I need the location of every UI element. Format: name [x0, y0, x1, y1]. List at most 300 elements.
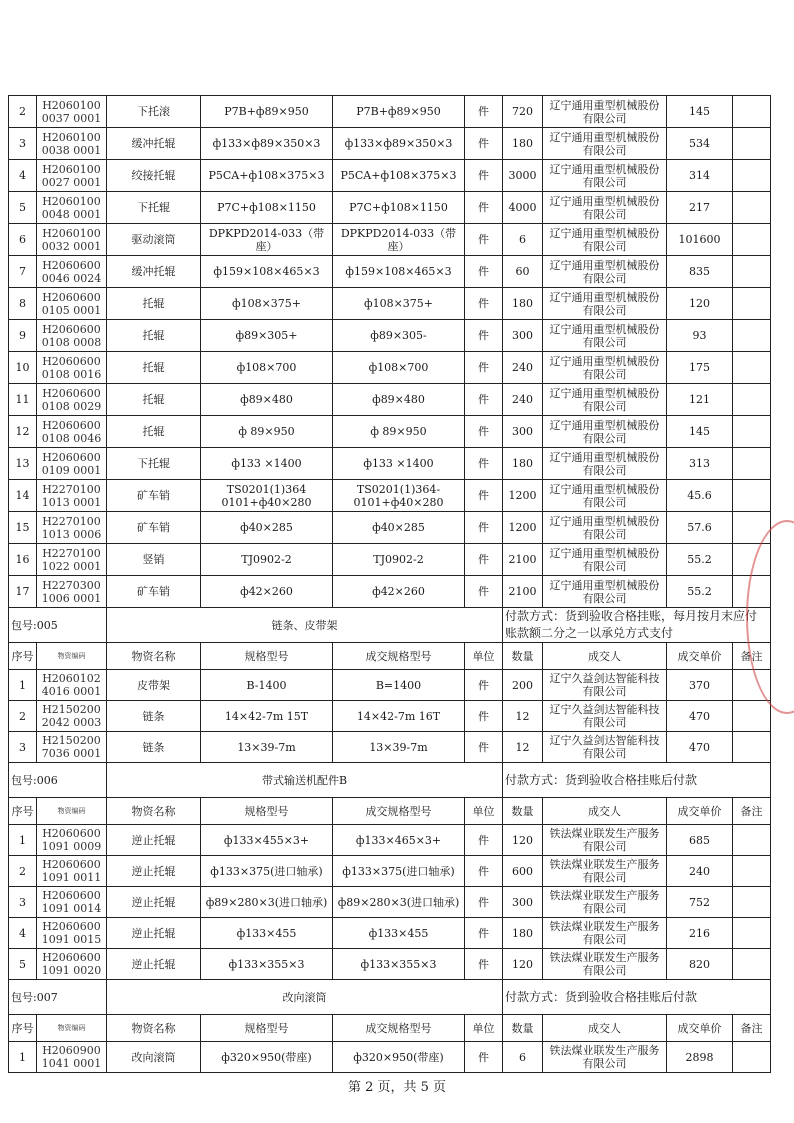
row-spec: P5CA+ф108×375×3 — [201, 160, 333, 192]
row-seq: 5 — [9, 949, 37, 980]
row-price: 240 — [667, 856, 733, 887]
table-row — [9, 732, 771, 763]
row-note — [733, 416, 771, 448]
row-vendor: 铁法煤业联发生产服务有限公司 — [543, 1042, 667, 1073]
row-material-name: 托辊 — [107, 352, 201, 384]
row-material-name: 皮带架 — [107, 670, 201, 701]
row-vendor: 辽宁通用重型机械股份有限公司 — [543, 512, 667, 544]
row-price: 835 — [667, 256, 733, 288]
row-deal-spec: ф108×700 — [333, 352, 465, 384]
row-material-code: H21502002042 0003 — [37, 701, 107, 732]
row-unit: 件 — [465, 96, 503, 128]
row-unit: 件 — [465, 160, 503, 192]
row-material-name: 竖销 — [107, 544, 201, 576]
row-deal-spec: 13×39-7m — [333, 732, 465, 763]
row-deal-spec: ф 89×950 — [333, 416, 465, 448]
row-qty: 6 — [503, 1042, 543, 1073]
table-row — [9, 1042, 771, 1073]
row-deal-spec: ф320×950(带座) — [333, 1042, 465, 1073]
row-spec: TS0201(1)364 0101+ф40×280 — [201, 480, 333, 512]
row-price: 175 — [667, 352, 733, 384]
page-footer: 第 2 页，共 5 页 — [347, 1080, 447, 1095]
row-deal-spec: P7B+ф89×950 — [333, 96, 465, 128]
table-row — [9, 128, 771, 160]
row-unit: 件 — [465, 544, 503, 576]
header-qty: 数量 — [503, 1015, 543, 1042]
row-deal-spec: ф89×305- — [333, 320, 465, 352]
row-spec: ф133×455×3+ — [201, 825, 333, 856]
header-spec: 规格型号 — [201, 1015, 333, 1042]
row-material-code: H20606000108 0008 — [37, 320, 107, 352]
row-spec: ф133×ф89×350×3 — [201, 128, 333, 160]
row-spec: ф89×280×3(进口轴承) — [201, 887, 333, 918]
row-unit: 件 — [465, 949, 503, 980]
row-qty: 300 — [503, 320, 543, 352]
row-seq: 14 — [9, 480, 37, 512]
row-spec: ф42×260 — [201, 576, 333, 608]
row-material-code: H20606001091 0009 — [37, 825, 107, 856]
row-qty: 200 — [503, 670, 543, 701]
row-unit: 件 — [465, 670, 503, 701]
row-spec: ф133×355×3 — [201, 949, 333, 980]
row-unit: 件 — [465, 701, 503, 732]
header-name: 物资名称 — [107, 1015, 201, 1042]
row-material-name: 逆止托辊 — [107, 918, 201, 949]
table-row — [9, 825, 771, 856]
row-deal-spec: ф89×280×3(进口轴承) — [333, 887, 465, 918]
header-price: 成交单价 — [667, 798, 733, 825]
row-spec: P7C+ф108×1150 — [201, 192, 333, 224]
row-deal-spec: ф133×375(进口轴承) — [333, 856, 465, 887]
header-spec: 规格型号 — [201, 798, 333, 825]
row-material-name: 托辊 — [107, 288, 201, 320]
row-vendor: 辽宁通用重型机械股份有限公司 — [543, 128, 667, 160]
row-price: 145 — [667, 416, 733, 448]
row-vendor: 辽宁通用重型机械股份有限公司 — [543, 576, 667, 608]
row-price: 55.2 — [667, 576, 733, 608]
header-code: 物资编码 — [37, 798, 107, 825]
header-row — [9, 1015, 771, 1042]
section-pkg006-rows — [9, 825, 771, 980]
row-qty: 120 — [503, 949, 543, 980]
row-qty: 2100 — [503, 576, 543, 608]
row-unit: 件 — [465, 1042, 503, 1073]
row-qty: 300 — [503, 416, 543, 448]
table-row — [9, 160, 771, 192]
row-unit: 件 — [465, 128, 503, 160]
row-unit: 件 — [465, 480, 503, 512]
row-material-code: H20606000108 0046 — [37, 416, 107, 448]
header-code: 物资编码 — [37, 1015, 107, 1042]
row-seq: 7 — [9, 256, 37, 288]
package-number: 包号:005 — [9, 608, 107, 643]
row-unit: 件 — [465, 224, 503, 256]
header-qty: 数量 — [503, 643, 543, 670]
row-note — [733, 320, 771, 352]
section-pkg007-rows — [9, 1042, 771, 1073]
row-vendor: 辽宁通用重型机械股份有限公司 — [543, 448, 667, 480]
header-note: 备注 — [733, 643, 771, 670]
header-deal-spec: 成交规格型号 — [333, 643, 465, 670]
row-deal-spec: TS0201(1)364-0101+ф40×280 — [333, 480, 465, 512]
row-unit: 件 — [465, 384, 503, 416]
row-deal-spec: ф133×455 — [333, 918, 465, 949]
row-vendor: 辽宁通用重型机械股份有限公司 — [543, 416, 667, 448]
row-material-code: H20601024016 0001 — [37, 670, 107, 701]
row-spec: 13×39-7m — [201, 732, 333, 763]
row-seq: 2 — [9, 701, 37, 732]
row-material-name: 逆止托辊 — [107, 825, 201, 856]
row-price: 55.2 — [667, 544, 733, 576]
header-price: 成交单价 — [667, 643, 733, 670]
row-spec: ф 89×950 — [201, 416, 333, 448]
row-note — [733, 480, 771, 512]
table-row — [9, 320, 771, 352]
header-deal-spec: 成交规格型号 — [333, 1015, 465, 1042]
row-qty: 240 — [503, 384, 543, 416]
row-qty: 6 — [503, 224, 543, 256]
row-spec: ф320×950(带座) — [201, 1042, 333, 1073]
row-vendor: 辽宁通用重型机械股份有限公司 — [543, 352, 667, 384]
row-vendor: 辽宁通用重型机械股份有限公司 — [543, 96, 667, 128]
row-unit: 件 — [465, 448, 503, 480]
table-row — [9, 887, 771, 918]
row-material-code: H20606001091 0015 — [37, 918, 107, 949]
row-vendor: 辽宁通用重型机械股份有限公司 — [543, 384, 667, 416]
row-material-code: H20601000037 0001 — [37, 96, 107, 128]
row-material-code: H21502007036 0001 — [37, 732, 107, 763]
row-material-code: H20601000032 0001 — [37, 224, 107, 256]
row-seq: 3 — [9, 732, 37, 763]
row-seq: 15 — [9, 512, 37, 544]
header-note: 备注 — [733, 798, 771, 825]
row-qty: 120 — [503, 825, 543, 856]
row-qty: 4000 — [503, 192, 543, 224]
row-spec: TJ0902-2 — [201, 544, 333, 576]
row-material-code: H20606000108 0029 — [37, 384, 107, 416]
row-seq: 8 — [9, 288, 37, 320]
table-row — [9, 918, 771, 949]
row-spec: ф108×700 — [201, 352, 333, 384]
row-unit: 件 — [465, 416, 503, 448]
row-material-name: 缓冲托辊 — [107, 128, 201, 160]
table-row — [9, 856, 771, 887]
row-seq: 1 — [9, 670, 37, 701]
header-qty: 数量 — [503, 798, 543, 825]
row-material-code: H20606000109 0001 — [37, 448, 107, 480]
row-price: 216 — [667, 918, 733, 949]
table-row — [9, 192, 771, 224]
row-price: 45.6 — [667, 480, 733, 512]
row-seq: 9 — [9, 320, 37, 352]
table-row — [9, 416, 771, 448]
row-material-code: H22701001022 0001 — [37, 544, 107, 576]
header-row — [9, 798, 771, 825]
row-material-name: 托辊 — [107, 416, 201, 448]
row-deal-spec: ф40×285 — [333, 512, 465, 544]
row-price: 217 — [667, 192, 733, 224]
table-row — [9, 448, 771, 480]
row-vendor: 辽宁通用重型机械股份有限公司 — [543, 224, 667, 256]
row-seq: 17 — [9, 576, 37, 608]
row-material-code: H20606001091 0020 — [37, 949, 107, 980]
row-deal-spec: ф89×480 — [333, 384, 465, 416]
row-material-name: 下托辊 — [107, 448, 201, 480]
row-unit: 件 — [465, 576, 503, 608]
row-price: 57.6 — [667, 512, 733, 544]
package-title: 链条、皮带架 — [107, 608, 503, 643]
row-material-name: 链条 — [107, 701, 201, 732]
row-deal-spec: ф133×465×3+ — [333, 825, 465, 856]
row-price: 101600 — [667, 224, 733, 256]
row-unit: 件 — [465, 256, 503, 288]
row-seq: 12 — [9, 416, 37, 448]
row-vendor: 铁法煤业联发生产服务有限公司 — [543, 887, 667, 918]
row-material-code: H20606000108 0016 — [37, 352, 107, 384]
row-qty: 180 — [503, 128, 543, 160]
row-qty: 180 — [503, 448, 543, 480]
package-title: 改向滚筒 — [107, 980, 503, 1015]
table-row — [9, 224, 771, 256]
section-pkg005 — [9, 608, 771, 670]
row-vendor: 辽宁通用重型机械股份有限公司 — [543, 192, 667, 224]
row-material-name: 逆止托辊 — [107, 949, 201, 980]
payment-terms: 付款方式：货到验收合格挂账后付款 — [503, 763, 771, 798]
row-vendor: 辽宁久益剑达智能科技有限公司 — [543, 732, 667, 763]
row-price: 370 — [667, 670, 733, 701]
row-material-name: 下托滚 — [107, 96, 201, 128]
row-unit: 件 — [465, 856, 503, 887]
row-note — [733, 256, 771, 288]
table-row — [9, 96, 771, 128]
table-row — [9, 384, 771, 416]
row-unit: 件 — [465, 352, 503, 384]
row-note — [733, 918, 771, 949]
row-price: 313 — [667, 448, 733, 480]
row-material-name: 逆止托辊 — [107, 887, 201, 918]
row-deal-spec: ф42×260 — [333, 576, 465, 608]
table-row — [9, 576, 771, 608]
row-note — [733, 384, 771, 416]
row-vendor: 辽宁通用重型机械股份有限公司 — [543, 544, 667, 576]
row-qty: 3000 — [503, 160, 543, 192]
row-material-code: H20606000105 0001 — [37, 288, 107, 320]
row-price: 2898 — [667, 1042, 733, 1073]
row-note — [733, 160, 771, 192]
row-qty: 720 — [503, 96, 543, 128]
row-note — [733, 732, 771, 763]
package-title: 带式输送机配件B — [107, 763, 503, 798]
row-material-name: 矿车销 — [107, 512, 201, 544]
row-material-name: 下托辊 — [107, 192, 201, 224]
row-deal-spec: ф133×ф89×350×3 — [333, 128, 465, 160]
row-vendor: 辽宁久益剑达智能科技有限公司 — [543, 670, 667, 701]
row-seq: 5 — [9, 192, 37, 224]
section-pkg007 — [9, 980, 771, 1042]
row-note — [733, 701, 771, 732]
row-seq: 10 — [9, 352, 37, 384]
row-material-name: 托辊 — [107, 384, 201, 416]
row-note — [733, 825, 771, 856]
row-material-code: H20601000038 0001 — [37, 128, 107, 160]
row-qty: 12 — [503, 732, 543, 763]
table-row — [9, 512, 771, 544]
table-row — [9, 480, 771, 512]
row-material-code: H20609001041 0001 — [37, 1042, 107, 1073]
row-material-code: H20601000027 0001 — [37, 160, 107, 192]
row-seq: 4 — [9, 918, 37, 949]
header-vendor: 成交人 — [543, 643, 667, 670]
row-qty: 600 — [503, 856, 543, 887]
row-deal-spec: ф159×108×465×3 — [333, 256, 465, 288]
row-spec: B-1400 — [201, 670, 333, 701]
row-note — [733, 887, 771, 918]
row-note — [733, 224, 771, 256]
row-material-name: 托辊 — [107, 320, 201, 352]
row-deal-spec: TJ0902-2 — [333, 544, 465, 576]
table-row — [9, 256, 771, 288]
row-deal-spec: B=1400 — [333, 670, 465, 701]
row-price: 534 — [667, 128, 733, 160]
section-pkg006 — [9, 763, 771, 825]
row-unit: 件 — [465, 192, 503, 224]
row-qty: 180 — [503, 918, 543, 949]
row-spec: 14×42-7m 15T — [201, 701, 333, 732]
header-name: 物资名称 — [107, 798, 201, 825]
row-spec: ф159×108×465×3 — [201, 256, 333, 288]
row-material-name: 链条 — [107, 732, 201, 763]
row-deal-spec: ф133 ×1400 — [333, 448, 465, 480]
row-seq: 11 — [9, 384, 37, 416]
row-note — [733, 949, 771, 980]
row-price: 470 — [667, 701, 733, 732]
row-vendor: 辽宁通用重型机械股份有限公司 — [543, 160, 667, 192]
header-vendor: 成交人 — [543, 798, 667, 825]
row-vendor: 辽宁通用重型机械股份有限公司 — [543, 256, 667, 288]
row-seq: 3 — [9, 887, 37, 918]
payment-terms: 付款方式：货到验收合格挂账，每月按月末应付账款额二分之一以承兑方式支付 — [503, 608, 771, 643]
table-row — [9, 701, 771, 732]
row-qty: 12 — [503, 701, 543, 732]
table-row — [9, 544, 771, 576]
row-price: 93 — [667, 320, 733, 352]
row-spec: ф40×285 — [201, 512, 333, 544]
payment-terms: 付款方式：货到验收合格挂账后付款 — [503, 980, 771, 1015]
row-seq: 6 — [9, 224, 37, 256]
row-qty: 240 — [503, 352, 543, 384]
row-unit: 件 — [465, 512, 503, 544]
row-deal-spec: P5CA+ф108×375×3 — [333, 160, 465, 192]
row-price: 145 — [667, 96, 733, 128]
row-price: 820 — [667, 949, 733, 980]
row-deal-spec: ф133×355×3 — [333, 949, 465, 980]
section-pkg004-rows — [9, 96, 771, 608]
header-vendor: 成交人 — [543, 1015, 667, 1042]
row-material-name: 驱动滚筒 — [107, 224, 201, 256]
section-pkg005-rows — [9, 670, 771, 763]
row-note — [733, 128, 771, 160]
row-price: 121 — [667, 384, 733, 416]
row-spec: P7B+ф89×950 — [201, 96, 333, 128]
row-vendor: 铁法煤业联发生产服务有限公司 — [543, 856, 667, 887]
row-spec: ф108×375+ — [201, 288, 333, 320]
row-price: 314 — [667, 160, 733, 192]
header-row — [9, 643, 771, 670]
package-number: 包号:006 — [9, 763, 107, 798]
header-seq: 序号 — [9, 798, 37, 825]
row-note — [733, 96, 771, 128]
row-spec: ф133×455 — [201, 918, 333, 949]
row-qty: 1200 — [503, 480, 543, 512]
row-price: 470 — [667, 732, 733, 763]
row-material-name: 改向滚筒 — [107, 1042, 201, 1073]
row-material-name: 矿车销 — [107, 480, 201, 512]
row-unit: 件 — [465, 732, 503, 763]
row-material-code: H20606001091 0011 — [37, 856, 107, 887]
row-qty: 2100 — [503, 544, 543, 576]
row-spec: ф89×305+ — [201, 320, 333, 352]
row-material-code: H20606001091 0014 — [37, 887, 107, 918]
table-row — [9, 949, 771, 980]
row-material-code: H22701001013 0001 — [37, 480, 107, 512]
row-note — [733, 352, 771, 384]
row-seq: 16 — [9, 544, 37, 576]
row-vendor: 辽宁通用重型机械股份有限公司 — [543, 480, 667, 512]
row-spec: ф133×375(进口轴承) — [201, 856, 333, 887]
row-spec: DPKPD2014-033（带座） — [201, 224, 333, 256]
row-vendor: 铁法煤业联发生产服务有限公司 — [543, 918, 667, 949]
row-unit: 件 — [465, 918, 503, 949]
row-note — [733, 1042, 771, 1073]
row-material-name: 缓冲托辊 — [107, 256, 201, 288]
row-qty: 300 — [503, 887, 543, 918]
row-unit: 件 — [465, 320, 503, 352]
header-unit: 单位 — [465, 1015, 503, 1042]
row-seq: 1 — [9, 1042, 37, 1073]
row-material-name: 绞接托辊 — [107, 160, 201, 192]
row-deal-spec: ф108×375+ — [333, 288, 465, 320]
row-qty: 1200 — [503, 512, 543, 544]
row-vendor: 铁法煤业联发生产服务有限公司 — [543, 949, 667, 980]
row-spec: ф133 ×1400 — [201, 448, 333, 480]
row-unit: 件 — [465, 825, 503, 856]
row-vendor: 辽宁久益剑达智能科技有限公司 — [543, 701, 667, 732]
row-deal-spec: P7C+ф108×1150 — [333, 192, 465, 224]
row-seq: 4 — [9, 160, 37, 192]
row-unit: 件 — [465, 288, 503, 320]
row-deal-spec: 14×42-7m 16T — [333, 701, 465, 732]
header-unit: 单位 — [465, 798, 503, 825]
header-unit: 单位 — [465, 643, 503, 670]
row-material-name: 逆止托辊 — [107, 856, 201, 887]
row-vendor: 辽宁通用重型机械股份有限公司 — [543, 288, 667, 320]
header-name: 物资名称 — [107, 643, 201, 670]
header-price: 成交单价 — [667, 1015, 733, 1042]
row-material-code: H22703001006 0001 — [37, 576, 107, 608]
row-price: 752 — [667, 887, 733, 918]
row-price: 685 — [667, 825, 733, 856]
header-seq: 序号 — [9, 643, 37, 670]
header-seq: 序号 — [9, 1015, 37, 1042]
row-seq: 2 — [9, 856, 37, 887]
table-row — [9, 288, 771, 320]
package-number: 包号:007 — [9, 980, 107, 1015]
row-material-name: 矿车销 — [107, 576, 201, 608]
row-note — [733, 448, 771, 480]
row-vendor: 辽宁通用重型机械股份有限公司 — [543, 320, 667, 352]
row-seq: 1 — [9, 825, 37, 856]
row-seq: 2 — [9, 96, 37, 128]
